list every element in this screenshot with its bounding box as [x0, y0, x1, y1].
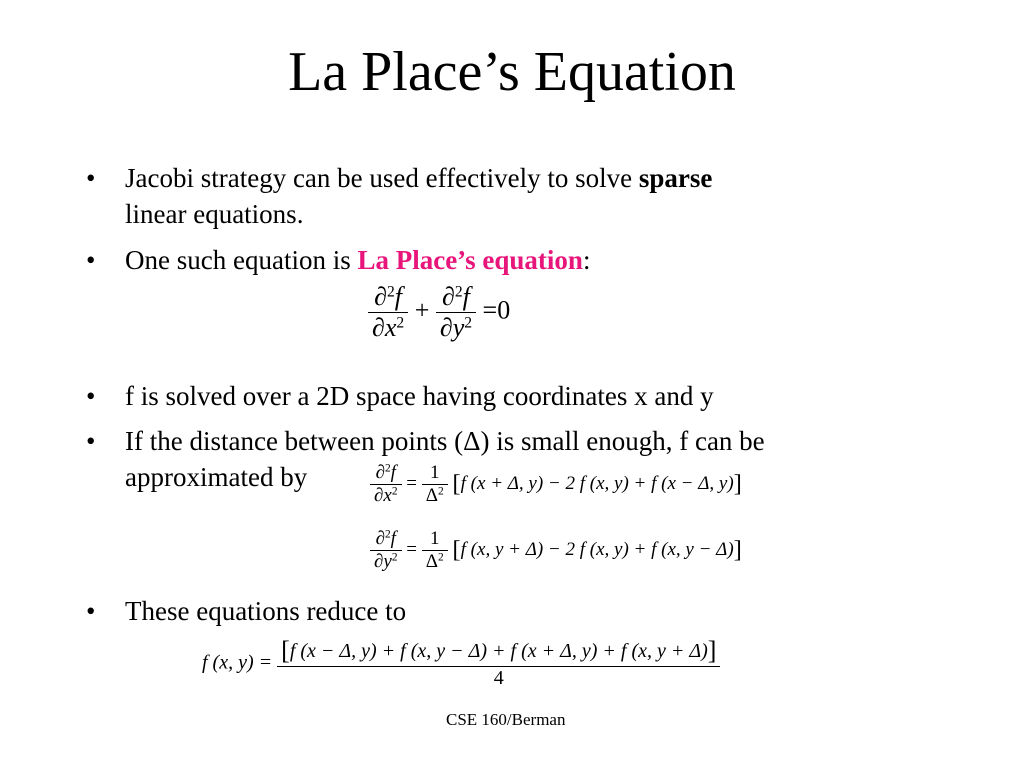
jacobi-denominator: 4 — [277, 666, 720, 690]
laplace-equation: $\frac{\partial^2f}{\partial x^2}$ + $\frac{\partial^2f}{\partial y^2}$ =0 — [368, 282, 510, 343]
bullet-symbol: • — [86, 596, 96, 626]
jacobi-numerator: f (x − Δ, y) + f (x, y − Δ) + f (x + Δ, y) + f (x, y + Δ) — [289, 639, 708, 662]
bullet-1-bold: sparse — [638, 163, 713, 193]
bullet-2-highlight: La Place’s equation — [357, 245, 583, 275]
bullet-4-line2: approximated by — [125, 462, 308, 492]
bullet-1-lead: Jacobi strategy can be used effectively to solve — [125, 163, 639, 193]
approx-y-rhs: f (x, y + Δ) − 2 f (x, y) + f (x, y − Δ) — [460, 538, 734, 560]
jacobi-equation: f (x, y) = $\frac{[f (x - \Delta, y) + f (x, y - \Delta) + f (x + \Delta, y) + f (x, y + \Delta)]}{4}$ — [202, 636, 720, 690]
slide-title: La Place’s Equation — [288, 41, 736, 103]
bullet-1-tail: linear equations. — [125, 199, 304, 229]
approx-x-equation: $\frac{\partial^2f}{\partial x^2}$ = $\frac{1}{\Delta^2}$ [f (x + Δ, y) − 2 f (x, y) + f (x − Δ, y)] — [370, 462, 742, 507]
footer: CSE 160/Berman — [446, 710, 566, 729]
jacobi-lhs: f (x, y) = — [202, 651, 273, 674]
bullet-symbol: • — [86, 245, 96, 275]
approx-x-rhs: f (x + Δ, y) − 2 f (x, y) + f (x − Δ, y) — [460, 472, 734, 494]
bullet-symbol: • — [86, 426, 96, 456]
bullet-2-tail: : — [582, 245, 591, 275]
bullet-5-text: These equations reduce to — [125, 596, 407, 626]
bullet-symbol: • — [86, 163, 96, 193]
bullet-2-lead: One such equation is — [125, 245, 358, 275]
bullet-4-line1: If the distance between points (Δ) is small enough, f can be — [125, 426, 765, 456]
approx-y-equation: $\frac{\partial^2f}{\partial y^2}$ = $\frac{1}{\Delta^2}$ [f (x, y + Δ) − 2 f (x, y) + f (x, y − Δ)] — [370, 528, 742, 573]
bullet-3-text: f is solved over a 2D space having coordinates x and y — [125, 381, 714, 411]
bullet-symbol: • — [86, 381, 96, 411]
